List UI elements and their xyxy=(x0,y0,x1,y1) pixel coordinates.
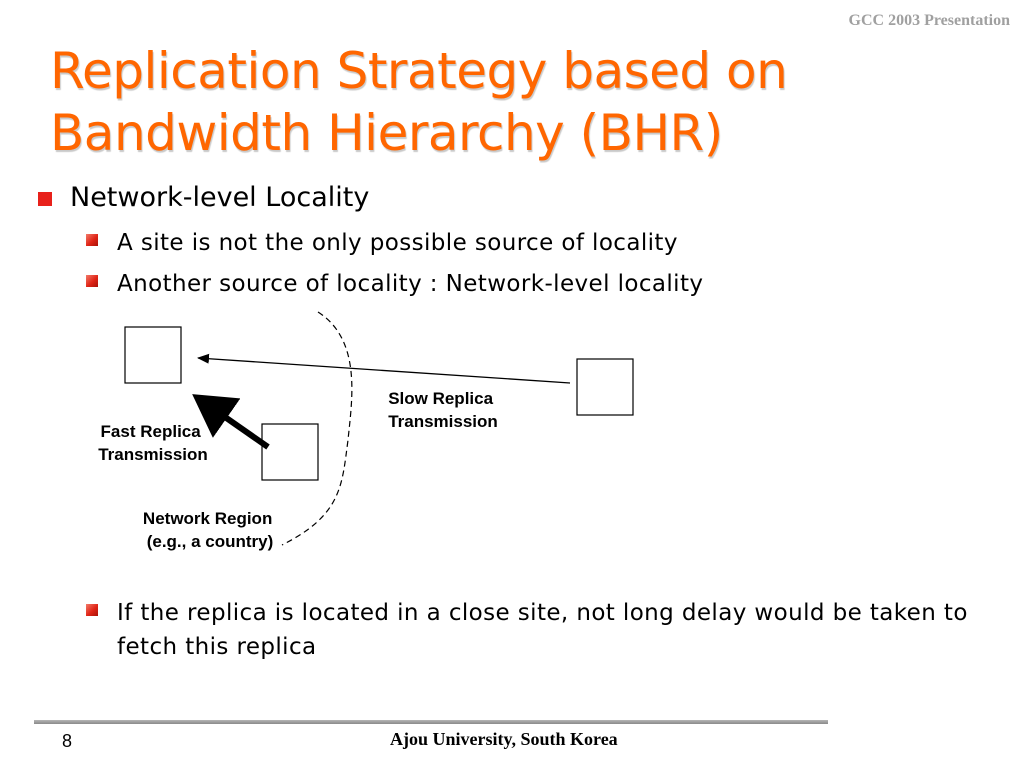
bullet-network-level-locality xyxy=(38,182,369,213)
replication-diagram xyxy=(0,300,1024,580)
nearby-site-node xyxy=(262,424,318,480)
bullet-l1-text: Network-level Locality xyxy=(70,182,370,213)
bullet-l2-text: If the replica is located in a close site, not long delay would be taken to fetch this replica xyxy=(117,600,968,660)
bullet-l2-text: A site is not the only possible source of locality xyxy=(117,230,678,256)
fast-transmission-arrow xyxy=(202,401,268,447)
gradient-square-bullet-icon xyxy=(86,275,98,287)
title-line-2: Bandwidth Hierarchy (BHR) xyxy=(50,104,723,162)
bullet-l2-item xyxy=(86,596,986,664)
slide-title xyxy=(50,40,1000,164)
title-line-1: Replication Strategy based on xyxy=(50,42,788,100)
bullet-l2-item xyxy=(86,226,678,260)
gradient-square-bullet-icon xyxy=(86,604,98,616)
fast-replica-label: Fast Replica Transmission xyxy=(98,422,208,464)
footer-divider xyxy=(34,720,828,724)
bullet-l2-item xyxy=(86,267,703,301)
gradient-square-bullet-icon xyxy=(86,234,98,246)
footer-affiliation: Ajou University, South Korea xyxy=(390,729,618,749)
square-bullet-icon xyxy=(38,192,52,206)
destination-site-node xyxy=(125,327,181,383)
slow-replica-label: Slow Replica Transmission xyxy=(388,389,498,431)
bullet-l2-text: Another source of locality : Network-level locality xyxy=(117,271,704,297)
page-number: 8 xyxy=(62,731,73,751)
network-region-label: Network Region (e.g., a country) xyxy=(142,509,274,551)
slow-transmission-arrow xyxy=(198,358,570,383)
remote-site-node xyxy=(577,359,633,415)
header-tag: GCC 2003 Presentation xyxy=(848,12,1010,29)
